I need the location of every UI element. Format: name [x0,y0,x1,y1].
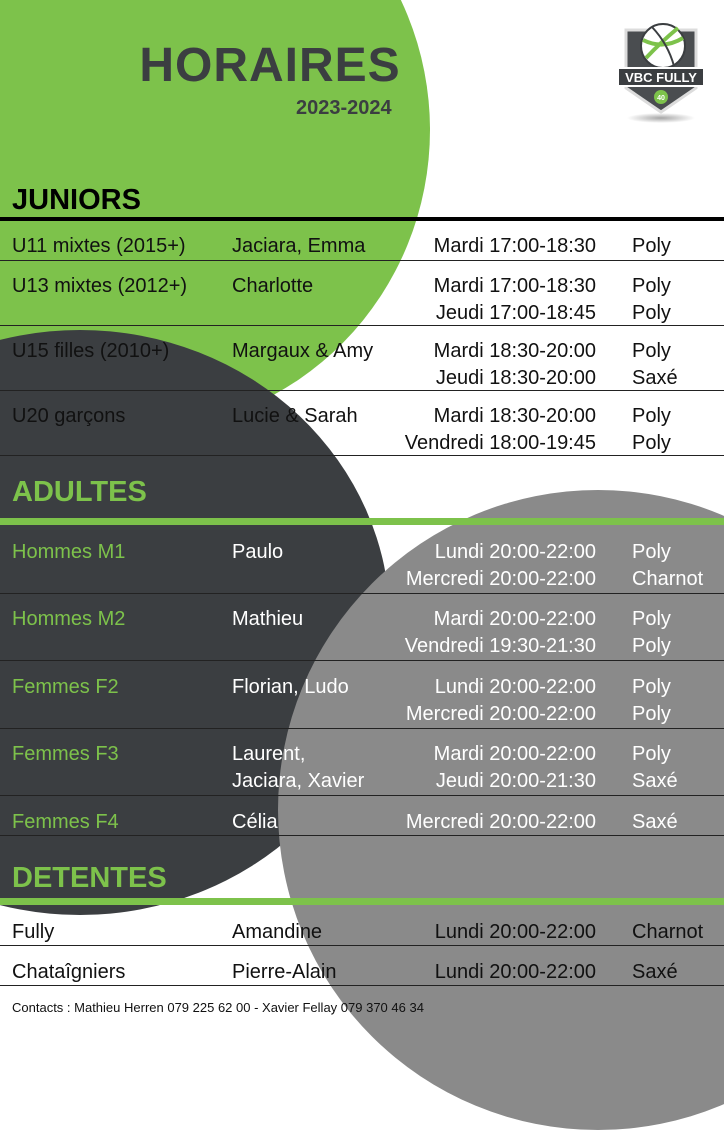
team-name: Chataîgniers [12,961,126,983]
schedule-time: Mardi 18:30-20:00 [433,340,596,362]
row-divider [0,945,724,946]
team-name: Hommes M2 [12,608,126,630]
row-divider [0,325,724,326]
row-divider [0,390,724,391]
schedule-time: Lundi 20:00-22:00 [434,541,596,563]
schedule-times [435,919,596,946]
team-name: U20 garçons [12,405,126,427]
coach-names [232,606,303,633]
schedule-time: Mardi 20:00-22:00 [433,743,596,765]
schedule-times [406,674,596,728]
schedule-times [405,606,596,660]
venue-name: Poly [632,432,671,454]
coach-names [232,338,373,365]
contacts-footer: Contacts : Mathieu Herren 079 225 62 00 - Xavier Fellay 079 370 46 34 [12,1000,424,1015]
row-divider [0,593,724,594]
venue-names [632,403,671,457]
venue-name: Poly [632,635,671,657]
coach-names [232,741,364,795]
page-title: HORAIRES [139,39,401,92]
venue-name: Poly [632,676,671,698]
team-name: U15 filles (2010+) [12,340,170,362]
schedule-time: Mardi 17:00-18:30 [433,275,596,297]
schedule-time: Mardi 17:00-18:30 [433,235,596,257]
venue-names [632,606,671,660]
venue-names [632,539,703,593]
schedule-times [434,273,596,327]
schedule-times [406,809,596,836]
schedule-times [434,741,596,795]
team-name: Hommes M1 [12,541,126,563]
venue-name: Poly [632,703,671,725]
venue-name: Saxé [632,961,678,983]
schedule-times [435,959,596,986]
section-divider-detentes [0,898,724,905]
venue-names [632,809,678,836]
season-subtitle: 2023-2024 [296,97,392,119]
schedule-time: Mercredi 20:00-22:00 [405,703,596,725]
venue-name: Poly [632,275,671,297]
section-title-juniors: JUNIORS [12,184,141,216]
venue-name: Poly [632,302,671,324]
coach-line: Laurent, [232,743,306,765]
venue-name: Saxé [632,367,678,389]
coach-line: Mathieu [232,608,304,630]
coach-line: Célia [232,811,278,833]
team-name: Femmes F4 [12,811,119,833]
schedule-times [406,539,596,593]
schedule-time: Mardi 20:00-22:00 [433,608,596,630]
coach-line: Pierre-Alain [232,961,337,983]
team-name: Femmes F3 [12,743,119,765]
team-name: Fully [12,921,55,943]
coach-line: Jaciara, Emma [232,235,366,257]
venue-name: Poly [632,608,671,630]
schedule-time: Jeudi 20:00-21:30 [435,770,596,792]
coach-names [232,809,278,836]
schedule-time: Jeudi 18:30-20:00 [435,367,596,389]
logo-badge: 40 [657,95,665,102]
coach-line: Florian, Ludo [232,676,349,698]
venue-names [632,919,703,946]
club-logo [616,16,706,126]
schedule-time: Lundi 20:00-22:00 [434,676,596,698]
venue-name: Poly [632,405,671,427]
row-divider [0,985,724,986]
venue-names [632,959,678,986]
coach-names [232,959,336,986]
coach-names [232,233,365,260]
team-name: Femmes F2 [12,676,119,698]
venue-name: Poly [632,235,671,257]
coach-names [232,919,322,946]
coach-line: Charlotte [232,275,314,297]
venue-names [632,741,678,795]
row-divider [0,260,724,261]
venue-names [632,273,671,327]
venue-names [632,674,671,728]
coach-line: Margaux & Amy [232,340,374,362]
schedule-time: Mercredi 20:00-22:00 [405,568,596,590]
schedule-time: Lundi 20:00-22:00 [434,921,596,943]
coach-line: Paulo [232,541,284,563]
section-divider-juniors [0,217,724,221]
schedule-time: Mercredi 20:00-22:00 [405,811,596,833]
schedule-times [434,233,596,260]
coach-names [232,403,358,430]
venue-name: Poly [632,340,671,362]
row-divider [0,835,724,836]
schedule-time: Mardi 18:30-20:00 [433,405,596,427]
section-title-adultes: ADULTES [12,476,147,508]
row-divider [0,455,724,456]
venue-name: Charnot [632,921,704,943]
schedule-time: Lundi 20:00-22:00 [434,961,596,983]
schedule-time: Vendredi 19:30-21:30 [404,635,596,657]
team-name: U11 mixtes (2015+) [12,235,186,257]
coach-names [232,539,283,566]
row-divider [0,660,724,661]
venue-names [632,233,671,260]
coach-names [232,273,313,300]
coach-line: Jaciara, Xavier [232,770,365,792]
coach-line: Lucie & Sarah [232,405,358,427]
venue-name: Saxé [632,811,678,833]
venue-name: Charnot [632,568,704,590]
section-title-detentes: DETENTES [12,862,167,894]
venue-name: Poly [632,743,671,765]
row-divider [0,728,724,729]
coach-names [232,674,349,701]
logo-text: VBC FULLY [625,70,697,85]
schedule-time: Jeudi 17:00-18:45 [435,302,596,324]
venue-name: Poly [632,541,671,563]
venue-name: Saxé [632,770,678,792]
section-divider-adultes [0,518,724,525]
row-divider [0,795,724,796]
venue-names [632,338,678,392]
schedule-times [405,403,596,457]
coach-line: Amandine [232,921,323,943]
schedule-times [434,338,596,392]
schedule-time: Vendredi 18:00-19:45 [404,432,596,454]
team-name: U13 mixtes (2012+) [12,275,188,297]
